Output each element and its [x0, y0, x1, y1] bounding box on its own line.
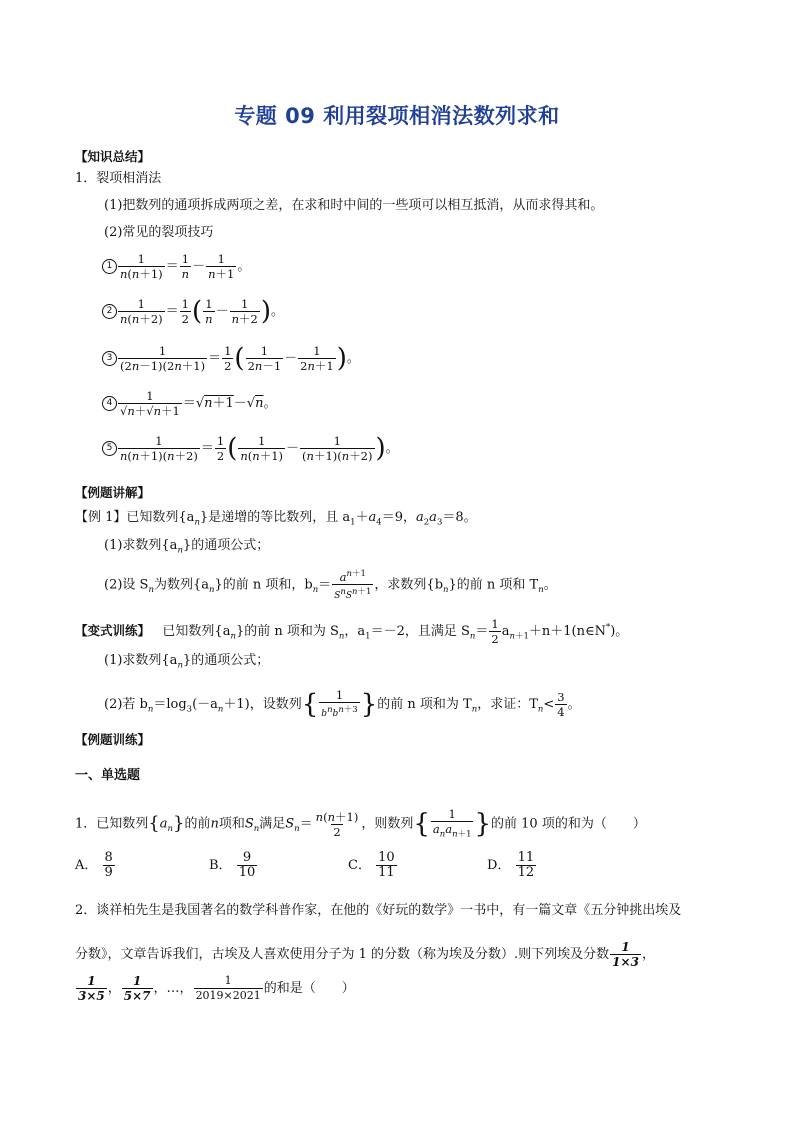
formula-3: 3 $\frac{1}{(2n-1)(2n+1)}$ ＝ $\frac{1}{2}$ ( $\frac{1}{2n-1}$ － $\frac{1}{2n+1}$ )。: [102, 344, 360, 373]
variation-question-1: (1)求数列$\{a_n\}$的通项公式；: [104, 653, 270, 671]
section-exercises: 【例题训练】: [75, 732, 151, 747]
circled-number-4: 4: [102, 396, 117, 411]
variation-statement: 【变式训练】 已知数列$\{a_n\}$的前 n 项和为 $S_n$，$a_1=-2$，且满足 $S_n=$ $\frac{1}{2}$ $a_{n+1}+n+1(n\in N^*)$。: [75, 617, 629, 646]
question-2-line-3: $\frac{1}{3\times 5}$ ， $\frac{1}{5\times 7}$ ，…， $\frac{1}{2019\times 2021}$ 的和是（ ）: [78, 974, 355, 1003]
circled-number-2: 2: [102, 304, 117, 319]
circled-number-3: 3: [102, 351, 117, 366]
question-1-statement: 1．已知数列$\{a_n\}$的前n项和$S_n$满足$S_n=$ $\frac{n(n+1)}{2}$ ，则数列{ $\frac{1}{a_na_{n+1}}$ }的前 10 项的和为（ ）: [75, 807, 646, 840]
formula-4: 4 $\frac{1}{√n+√n+1}$ ＝√n＋1－√n。: [102, 389, 276, 418]
knowledge-paragraph-1: (1)把数列的通项拆成两项之差，在求和时中间的一些项可以相互抵消，从而求得其和。: [104, 198, 604, 213]
option-d[interactable]: D． $\frac{11}{12}$: [487, 850, 535, 880]
example-1-question-2: (2)设 $S_n$为数列$\{a_n\}$的前 n 项和，$b_n=$ $\frac{a^{n+1}}{S^nS^{n+1}}$ ，求数列$\{b_n\}$的前 n 项和 $T_n$。: [104, 569, 557, 601]
formula-1: 1 $\frac{1}{n(n+1)}$ ＝ $\frac{1}{n}$ － $\frac{1}{n+1}$ 。: [102, 252, 250, 281]
example-1-question-1: (1)求数列$\{a_n\}$的通项公式；: [104, 538, 270, 556]
circled-number-1: 1: [102, 259, 117, 274]
variation-question-2: (2)若 $b_n=\log_3(-a_n+1)$，设数列{ $\frac{1}{b^nb^{n+3}}$ }的前 n 项和为 $T_n$，求证：$T_n<$ $\frac{3}{4}$ 。: [104, 688, 581, 720]
option-c[interactable]: C． $\frac{10}{11}$: [348, 850, 395, 880]
option-b[interactable]: B． $\frac{9}{10}$: [209, 850, 256, 880]
question-2-line-2: 分数》，文章告诉我们，古埃及人喜欢使用分子为 1 的分数（称为埃及分数）.则下列埃及分数 $\frac{1}{1\times 3}$ ，: [75, 940, 655, 969]
question-2-line-1: 2．谈祥柏先生是我国著名的数学科普作家，在他的《好玩的数学》一书中，有一篇文章《五分钟挑出埃及: [75, 903, 682, 918]
section-examples: 【例题讲解】: [75, 485, 151, 500]
section-knowledge-summary: 【知识总结】: [75, 149, 151, 164]
circled-number-5: 5: [102, 441, 117, 456]
knowledge-item-1: 1．裂项相消法: [75, 171, 162, 186]
formula-2: 2 $\frac{1}{n(n+2)}$ ＝ $\frac{1}{2}$ ( $\frac{1}{n}$ － $\frac{1}{n+2}$ )。: [102, 297, 284, 326]
formula-5: 5 $\frac{1}{n(n+1)(n+2)}$ ＝ $\frac{1}{2}$ ( $\frac{1}{n(n+1)}$ － $\frac{1}{(n+1)(n+2)}$ )。: [102, 434, 399, 463]
option-a[interactable]: A． $\frac{8}{9}$: [75, 850, 113, 880]
page-title: 专题 09 利用裂项相消法数列求和: [234, 104, 560, 128]
example-1-statement: 【例 1】已知数列$\{a_n\}$是递增的等比数列，且 $a_1+a_4=9$，$a_2a_3=8$。: [75, 510, 477, 528]
part-single-choice: 一、单选题: [75, 768, 141, 783]
knowledge-paragraph-2: (2)常见的裂项技巧: [104, 225, 214, 240]
